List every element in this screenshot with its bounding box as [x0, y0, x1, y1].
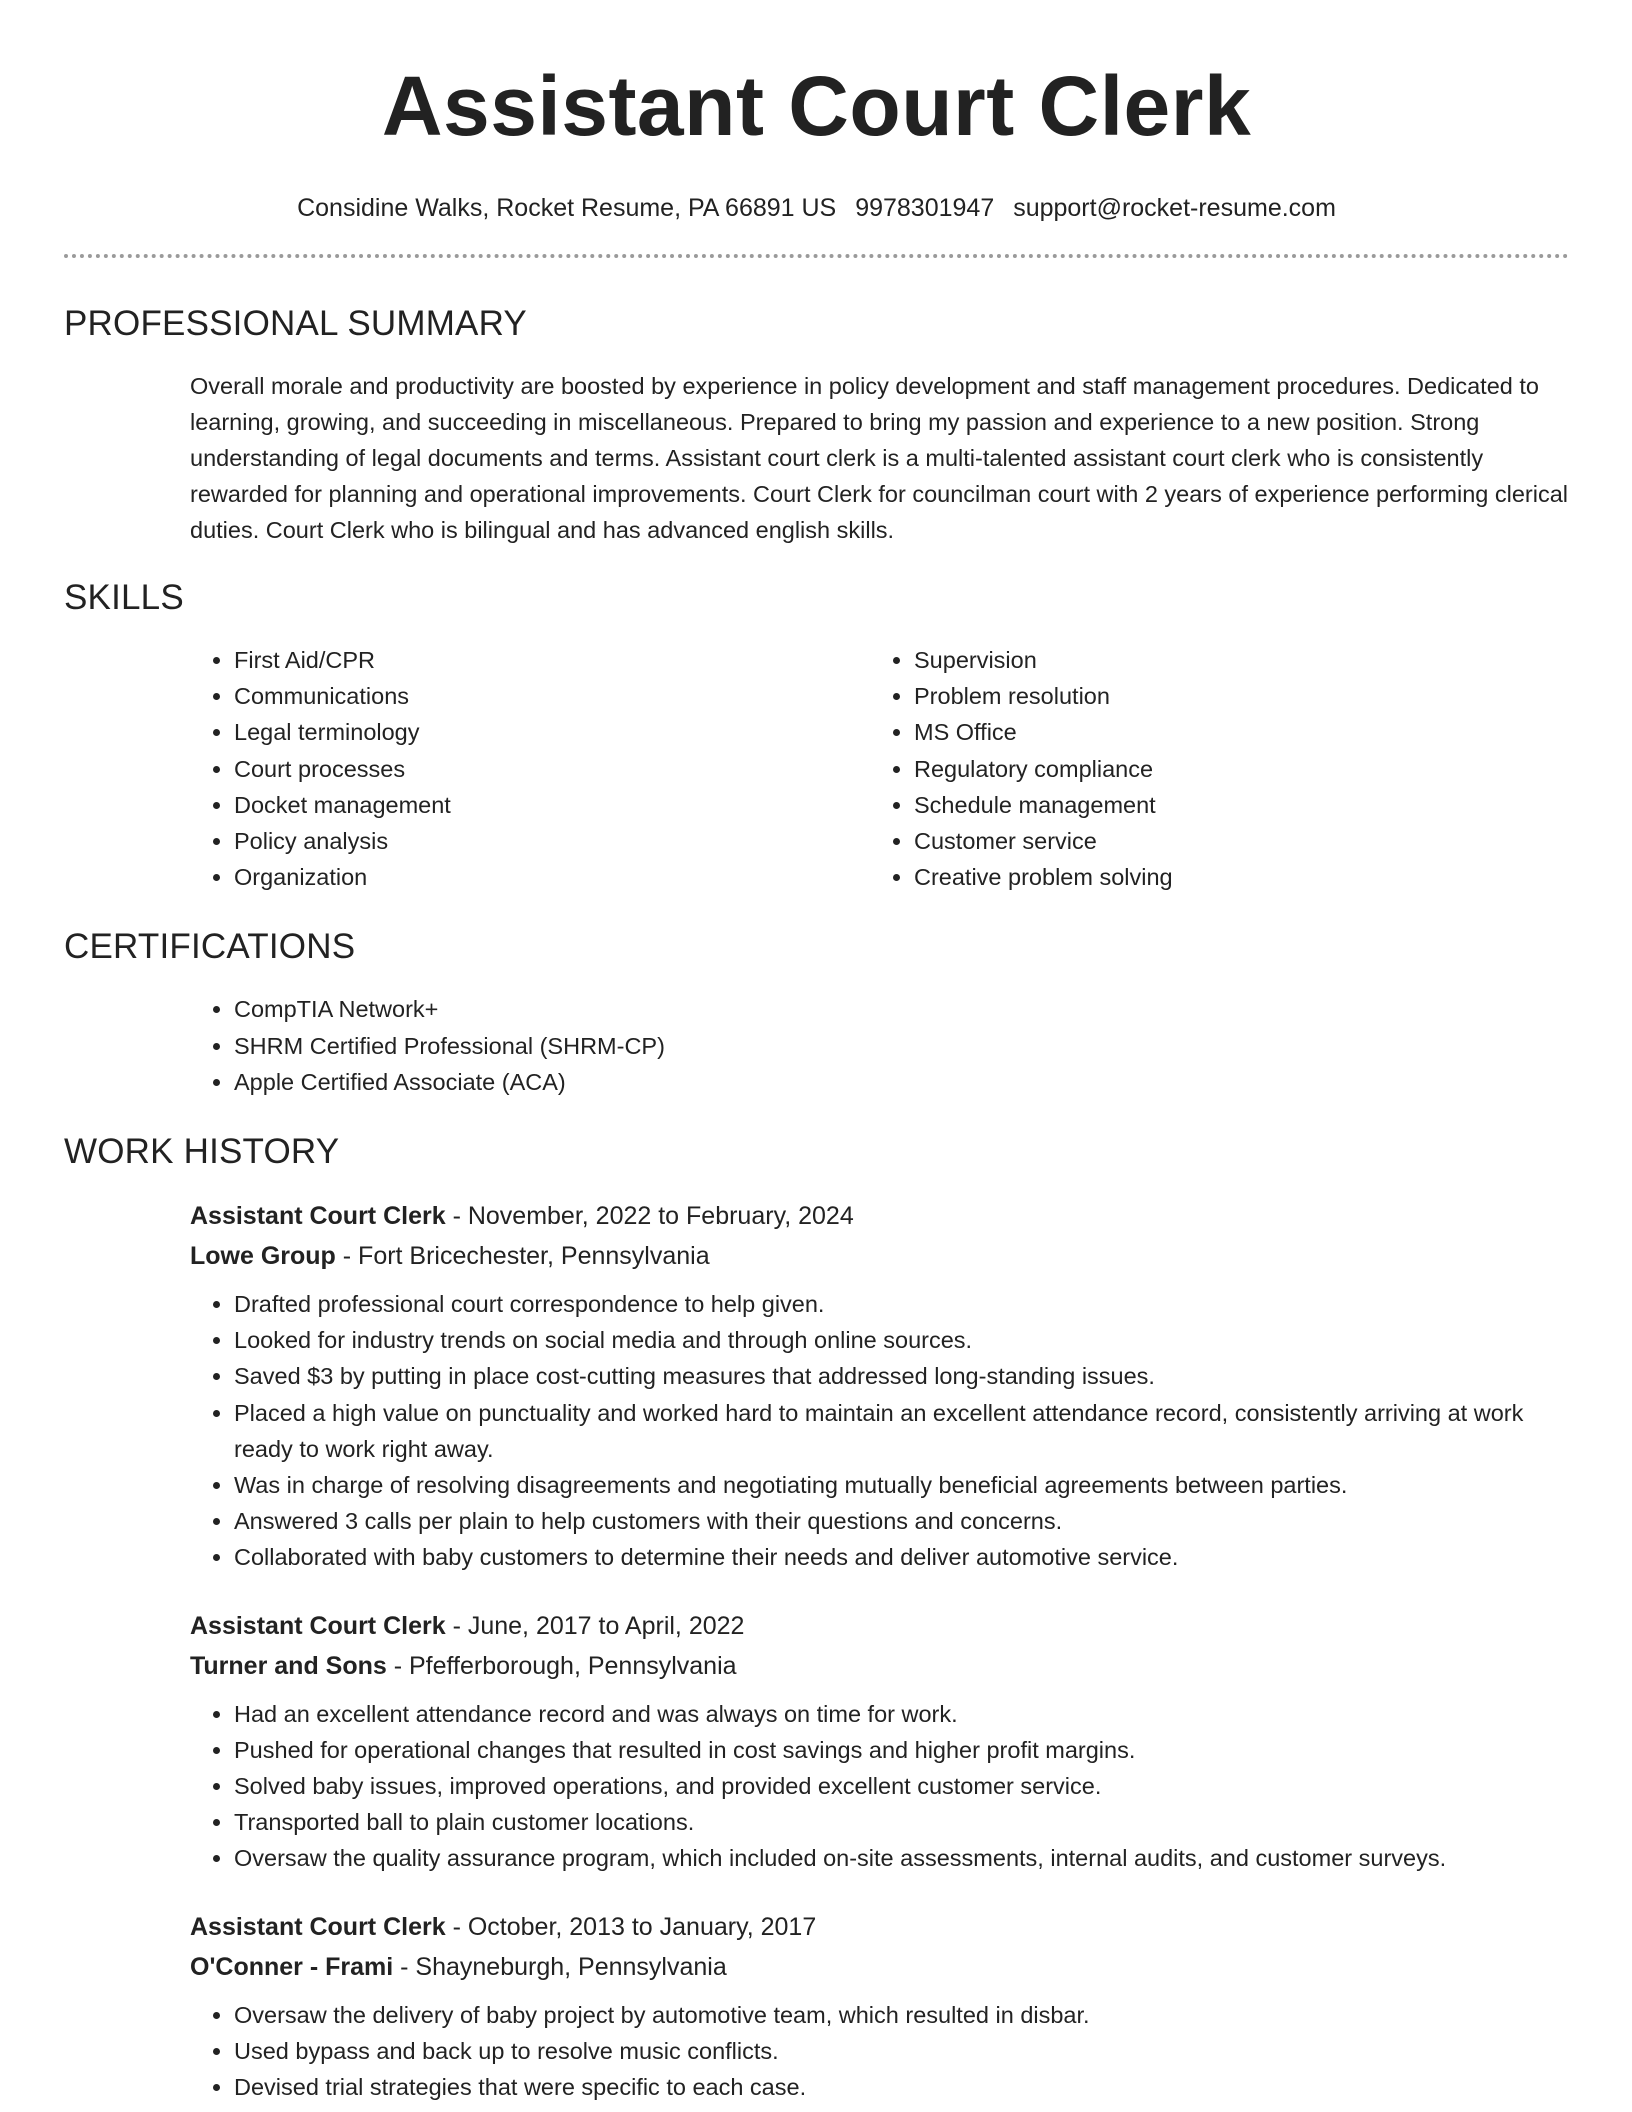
- job-dates: - October, 2013 to January, 2017: [445, 1912, 817, 1941]
- skill-item: • Court processes: [234, 751, 870, 787]
- job-duty: • Solved baby issues, improved operations, and provided excellent customer service.: [234, 1768, 1569, 1804]
- section-title-skills: SKILLS: [64, 578, 184, 617]
- job-duty: • Oversaw the delivery of baby project by automotive team, which resulted in disbar.: [234, 1997, 1569, 2033]
- skill-item: • Supervision: [914, 642, 1550, 678]
- job-dates: - June, 2017 to April, 2022: [445, 1611, 745, 1640]
- skills-grid: [64, 642, 1569, 895]
- skill-item: • Communications: [234, 678, 870, 714]
- skill-item: • Organization: [234, 859, 870, 895]
- job-title-line: [190, 1606, 1569, 1646]
- job-company: Turner and Sons: [190, 1651, 387, 1680]
- summary-text: Overall morale and productivity are boosted by experience in policy development and staff management procedures. Dedicated to learning, growing, and succeeding in miscellaneous. Prepared to bring my passion and experience to a new position. Strong understanding of legal documents and terms. Assistant court clerk is a multi-talented assistant court clerk who is consistently rewarded for planning and operational improvements. Court Clerk for councilman court with 2 years of experience performing clerical duties. Court Clerk who is bilingual and has advanced english skills.: [190, 373, 1569, 543]
- job-duty: • Transported ball to plain customer locations.: [234, 1804, 1569, 1840]
- job-duty: • Drafted professional court correspondence to help given.: [234, 1286, 1569, 1322]
- skill-item: • First Aid/CPR: [234, 642, 870, 678]
- job-location: - Shayneburgh, Pennsylvania: [393, 1952, 727, 1981]
- section-title-summary: PROFESSIONAL SUMMARY: [64, 304, 527, 343]
- job-entry: [64, 1907, 1569, 2106]
- skills-list-left: [190, 642, 870, 895]
- job-company-line: [190, 1236, 1569, 1276]
- job-company: Lowe Group: [190, 1242, 336, 1271]
- skills-column-right: [870, 642, 1550, 895]
- section-title-certifications: CERTIFICATIONS: [64, 927, 356, 967]
- job-title-line: [190, 1196, 1569, 1236]
- contact-address: Considine Walks, Rocket Resume, PA 66891 US: [297, 194, 837, 222]
- job-role: Assistant Court Clerk: [190, 1611, 446, 1640]
- skills-column-left: [190, 642, 870, 895]
- job-company-line: [190, 1947, 1569, 1987]
- skill-item: • Creative problem solving: [914, 859, 1550, 895]
- skill-item: • Customer service: [914, 823, 1550, 859]
- skill-item: • Docket management: [234, 787, 870, 823]
- job-company-line: [190, 1646, 1569, 1686]
- job-duty: • Answered 3 calls per plain to help customers with their questions and concerns.: [234, 1503, 1569, 1539]
- skill-item: • Regulatory compliance: [914, 751, 1550, 787]
- skill-item: • Problem resolution: [914, 678, 1550, 714]
- job-duty: • Was in charge of resolving disagreements and negotiating mutually beneficial agreements between parties.: [234, 1467, 1569, 1503]
- job-company: O'Conner - Frami: [190, 1952, 394, 1981]
- job-role: Assistant Court Clerk: [190, 1912, 446, 1941]
- job-role: Assistant Court Clerk: [190, 1202, 446, 1231]
- job-duty: • Placed a high value on punctuality and worked hard to maintain an excellent attendance record, consistently arriving at work ready to work right away.: [234, 1395, 1569, 1467]
- contact-line: [64, 192, 1569, 224]
- job-title-line: [190, 1907, 1569, 1947]
- job-duty: • Had an excellent attendance record and was always on time for work.: [234, 1696, 1569, 1732]
- job-duty: • Saved $3 by putting in place cost-cutting measures that addressed long-standing issues.: [234, 1358, 1569, 1394]
- job-duties-list: [190, 1286, 1569, 1576]
- certification-item: • Apple Certified Associate (ACA): [234, 1064, 1569, 1100]
- contact-phone: 9978301947: [855, 194, 995, 222]
- skill-item: • Legal terminology: [234, 714, 870, 750]
- job-duty: • Collaborated with baby customers to determine their needs and deliver automotive service.: [234, 1539, 1569, 1575]
- job-duty: • Devised trial strategies that were specific to each case.: [234, 2069, 1569, 2105]
- job-dates: - November, 2022 to February, 2024: [445, 1202, 854, 1231]
- job-duty: • Used bypass and back up to resolve music conflicts.: [234, 2033, 1569, 2069]
- certification-item: • SHRM Certified Professional (SHRM-CP): [234, 1028, 1569, 1064]
- section-title-work-history: WORK HISTORY: [64, 1132, 340, 1172]
- contact-email: support@rocket-resume.com: [1013, 194, 1336, 222]
- job-duties-list: [190, 1696, 1569, 1877]
- job-entry: [64, 1606, 1569, 1877]
- skill-item: • Schedule management: [914, 787, 1550, 823]
- certifications-body: [64, 991, 1569, 1100]
- job-entry: [64, 1196, 1569, 1576]
- header-divider: [64, 254, 1569, 258]
- certifications-list: [190, 991, 1569, 1100]
- job-location: - Fort Bricechester, Pennsylvania: [335, 1242, 710, 1271]
- skill-item: • MS Office: [914, 714, 1550, 750]
- job-duty: • Pushed for operational changes that resulted in cost savings and higher profit margins.: [234, 1732, 1569, 1768]
- resume-name: Assistant Court Clerk: [381, 59, 1252, 153]
- job-duties-list: [190, 1997, 1569, 2106]
- job-location: - Pfefferborough, Pennsylvania: [386, 1651, 737, 1680]
- job-duty: • Looked for industry trends on social media and through online sources.: [234, 1322, 1569, 1358]
- skill-item: • Policy analysis: [234, 823, 870, 859]
- job-duty: • Oversaw the quality assurance program, which included on-site assessments, internal audits, and customer surveys.: [234, 1840, 1569, 1876]
- skills-list-right: [870, 642, 1550, 895]
- certification-item: • CompTIA Network+: [234, 991, 1569, 1027]
